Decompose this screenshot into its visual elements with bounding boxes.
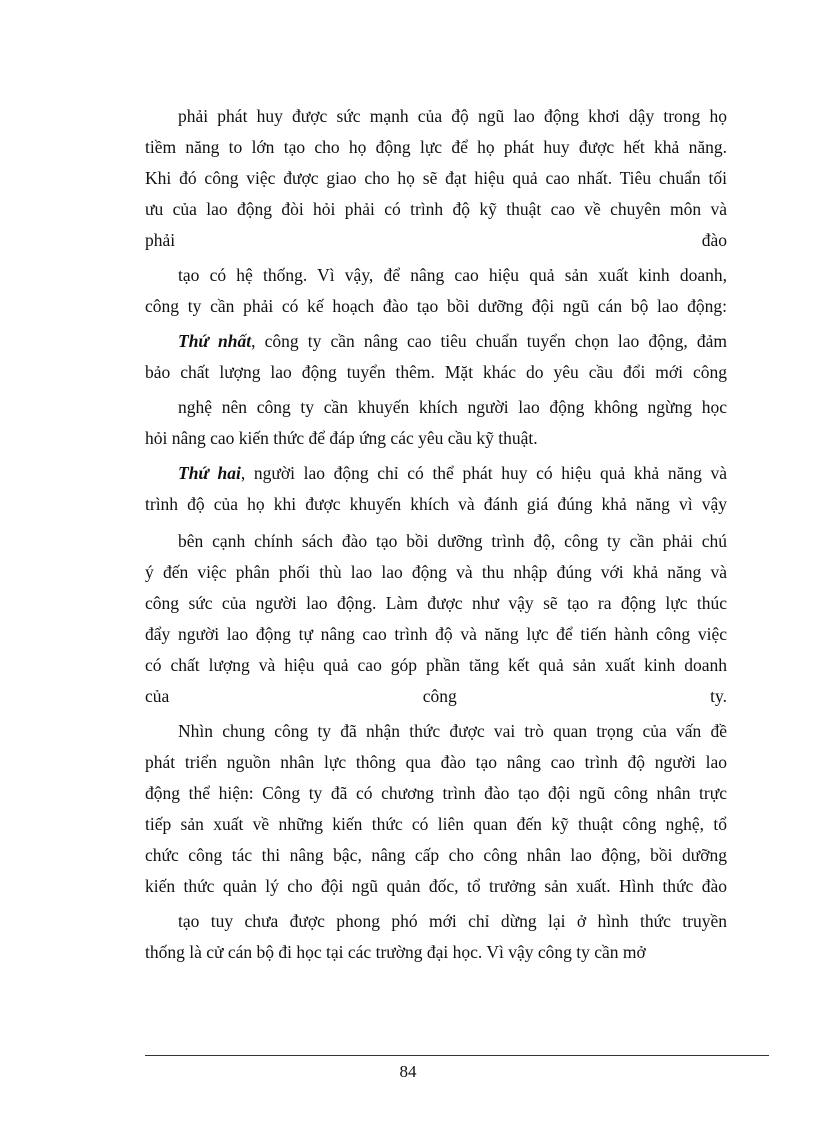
body-line: ưu của lao động đòi hỏi phải có trình độ kỹ thuật cao về chuyên môn và [145, 199, 727, 219]
body-line: kiến thức quản lý cho đội ngũ quản đốc, tổ trưởng sản xuất. Hình thức đào [145, 876, 727, 896]
body-line [178, 329, 727, 353]
body-line: Khi đó công việc được giao cho họ sẽ đạt hiệu quả cao nhất. Tiêu chuẩn tối [145, 168, 727, 188]
body-line: nghệ nên công ty cần khuyến khích người lao động không ngừng học [178, 397, 727, 417]
body-line: phát triển nguồn nhân lực thông qua đào tạo nâng cao trình độ người lao [145, 752, 727, 772]
body-line: tạo tuy chưa được phong phó mới chỉ dừng lại ở hình thức truyền [178, 911, 727, 931]
paragraph-lead: Thứ nhất [178, 331, 252, 351]
body-text: , người lao động chỉ có thể phát huy có hiệu quả khả năng và [240, 463, 727, 483]
body-line: công sức của người lao động. Làm được như vậy sẽ tạo ra động lực thúc [145, 593, 727, 613]
body-line: động thể hiện: Công ty đã có chương trình đào tạo đội ngũ công nhân trực [145, 783, 727, 803]
body-line: bên cạnh chính sách đào tạo bồi dưỡng trình độ, công ty cần phải chú [178, 531, 727, 551]
body-line: trình độ của họ khi được khuyến khích và đánh giá đúng khả năng vì vậy [145, 494, 727, 514]
body-line: có chất lượng và hiệu quả cao góp phần tăng kết quả sản xuất kinh doanh [145, 655, 727, 675]
body-line: tạo có hệ thống. Vì vậy, để nâng cao hiệu quả sản xuất kinh doanh, [178, 265, 727, 285]
body-line: ý đến việc phân phối thù lao lao động và thu nhập đúng với khả năng và [145, 562, 727, 582]
body-line: Nhìn chung công ty đã nhận thức được vai trò quan trọng của vấn đề [178, 721, 727, 741]
body-line: phải phát huy được sức mạnh của độ ngũ lao động khơi dậy trong họ [178, 106, 727, 126]
footer-divider [145, 1055, 769, 1056]
body-line: phải đào [145, 230, 727, 250]
body-line: chức công tác thi nâng bậc, nâng cấp cho công nhân lao động, bồi dưỡng [145, 845, 727, 865]
body-line [178, 461, 727, 485]
body-text: , công ty cần nâng cao tiêu chuẩn tuyển chọn lao động, đảm [251, 331, 727, 351]
body-line: của công ty. [145, 686, 727, 706]
body-line: thống là cử cán bộ đi học tại các trường đại học. Vì vậy công ty cần mở [145, 942, 646, 962]
body-line: bảo chất lượng lao động tuyển thêm. Mặt khác do yêu cầu đổi mới công [145, 362, 727, 382]
body-line: hỏi nâng cao kiến thức để đáp ứng các yêu cầu kỹ thuật. [145, 428, 538, 448]
body-line: tiềm năng to lớn tạo cho họ động lực để họ phát huy được hết khả năng. [145, 137, 727, 157]
body-line: công ty cần phải có kế hoạch đào tạo bồi dưỡng đội ngũ cán bộ lao động: [145, 296, 727, 316]
body-line: tiếp sản xuất về những kiến thức có liên quan đến kỹ thuật công nghệ, tổ [145, 814, 727, 834]
paragraph-lead: Thứ hai [178, 463, 241, 483]
page-number: 84 [399, 1062, 417, 1081]
body-line: đẩy người lao động tự nâng cao trình độ và năng lực để tiến hành công việc [145, 624, 727, 644]
